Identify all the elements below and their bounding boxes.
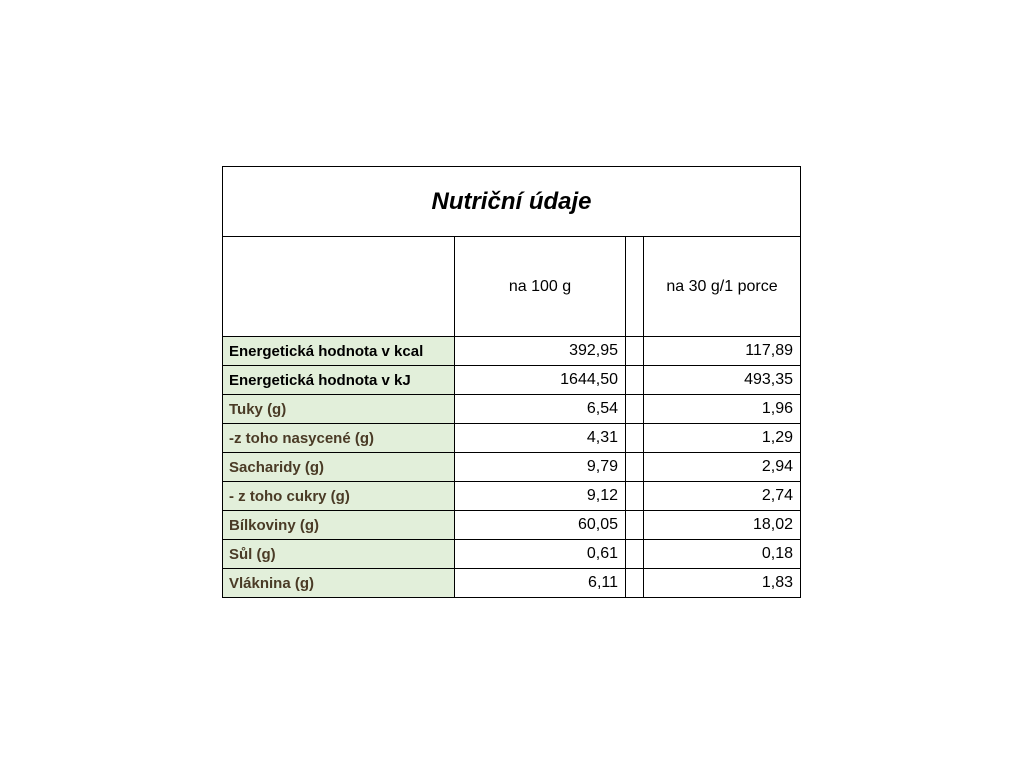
separator-cell <box>626 482 644 511</box>
value-per-100g: 392,95 <box>455 337 626 366</box>
header-per-100g: na 100 g <box>455 237 626 337</box>
separator-cell <box>626 453 644 482</box>
separator-cell <box>626 237 644 337</box>
table-row <box>223 395 801 424</box>
table-row <box>223 482 801 511</box>
value-per-portion: 1,83 <box>644 569 801 598</box>
separator-cell <box>626 366 644 395</box>
value-per-portion: 0,18 <box>644 540 801 569</box>
nutrient-label: - z toho cukry (g) <box>223 482 455 511</box>
value-per-100g: 1644,50 <box>455 366 626 395</box>
value-per-100g: 9,79 <box>455 453 626 482</box>
table-row <box>223 540 801 569</box>
nutrient-label: Sacharidy (g) <box>223 453 455 482</box>
value-per-portion: 2,94 <box>644 453 801 482</box>
separator-cell <box>626 424 644 453</box>
table-row <box>223 424 801 453</box>
nutrient-label: Vláknina (g) <box>223 569 455 598</box>
table-row <box>223 569 801 598</box>
nutrient-label: Tuky (g) <box>223 395 455 424</box>
value-per-portion: 117,89 <box>644 337 801 366</box>
value-per-100g: 6,11 <box>455 569 626 598</box>
value-per-portion: 493,35 <box>644 366 801 395</box>
separator-cell <box>626 569 644 598</box>
table-row <box>223 366 801 395</box>
table-row <box>223 453 801 482</box>
table-row <box>223 337 801 366</box>
nutrition-table <box>222 166 801 598</box>
header-per-portion: na 30 g/1 porce <box>644 237 801 337</box>
value-per-100g: 6,54 <box>455 395 626 424</box>
table-row <box>223 511 801 540</box>
separator-cell <box>626 337 644 366</box>
value-per-100g: 60,05 <box>455 511 626 540</box>
nutrient-label: Energetická hodnota v kJ <box>223 366 455 395</box>
header-row <box>223 237 801 337</box>
value-per-100g: 4,31 <box>455 424 626 453</box>
value-per-100g: 9,12 <box>455 482 626 511</box>
nutrient-label: Energetická hodnota v kcal <box>223 337 455 366</box>
value-per-portion: 2,74 <box>644 482 801 511</box>
nutrient-label: Bílkoviny (g) <box>223 511 455 540</box>
value-per-portion: 18,02 <box>644 511 801 540</box>
separator-cell <box>626 395 644 424</box>
nutrient-label: -z toho nasycené (g) <box>223 424 455 453</box>
value-per-portion: 1,29 <box>644 424 801 453</box>
separator-cell <box>626 511 644 540</box>
header-empty-cell <box>223 237 455 337</box>
table-title: Nutriční údaje <box>223 167 801 237</box>
title-row <box>223 167 801 237</box>
nutrient-label: Sůl (g) <box>223 540 455 569</box>
value-per-portion: 1,96 <box>644 395 801 424</box>
separator-cell <box>626 540 644 569</box>
value-per-100g: 0,61 <box>455 540 626 569</box>
